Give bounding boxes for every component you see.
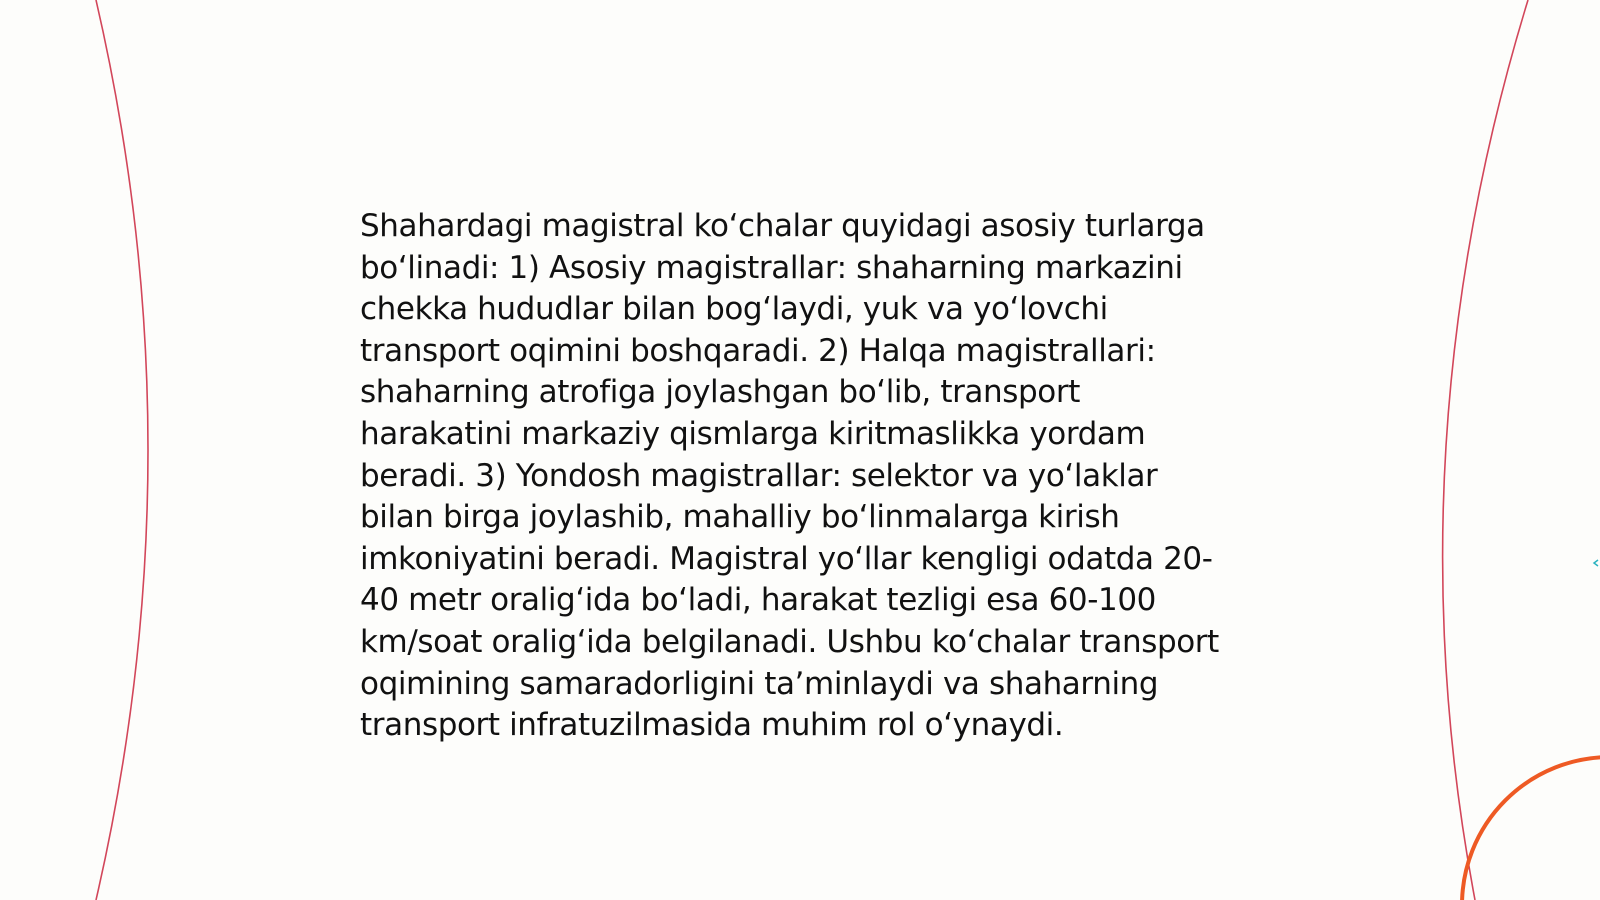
- left-curve-line: [96, 0, 148, 900]
- teal-arrow-accent: [1594, 560, 1598, 566]
- orange-circle-accent: [1462, 757, 1600, 900]
- right-curve-line: [1443, 0, 1528, 900]
- slide-body-text: Shahardagi magistral ko‘chalar quyidagi asosiy turlarga bo‘linadi: 1) Asosiy magistrallar: shaharning markazini chekka hududlar bilan bog‘laydi, yuk va yo‘lovchi transport oqimini boshqaradi. 2) Halqa magistrallari: shaharning atrofiga joylashgan bo‘lib, transport harakatini markaziy qismlarga kiritmaslikka yordam beradi. 3) Yondosh magistrallar: selektor va yo‘laklar bilan birga joylashib, mahalliy bo‘linmalarga kirish imkoniyatini beradi. Magistral yo‘llar kengligi odatda 20-40 metr oralig‘ida bo‘ladi, harakat tezligi esa 60-100 km/soat oralig‘ida belgilanadi. Ushbu ko‘chalar transport oqimining samaradorligini ta’minlaydi va shaharning transport infratuzilmasida muhim rol o‘ynaydi.: [360, 208, 1219, 744]
